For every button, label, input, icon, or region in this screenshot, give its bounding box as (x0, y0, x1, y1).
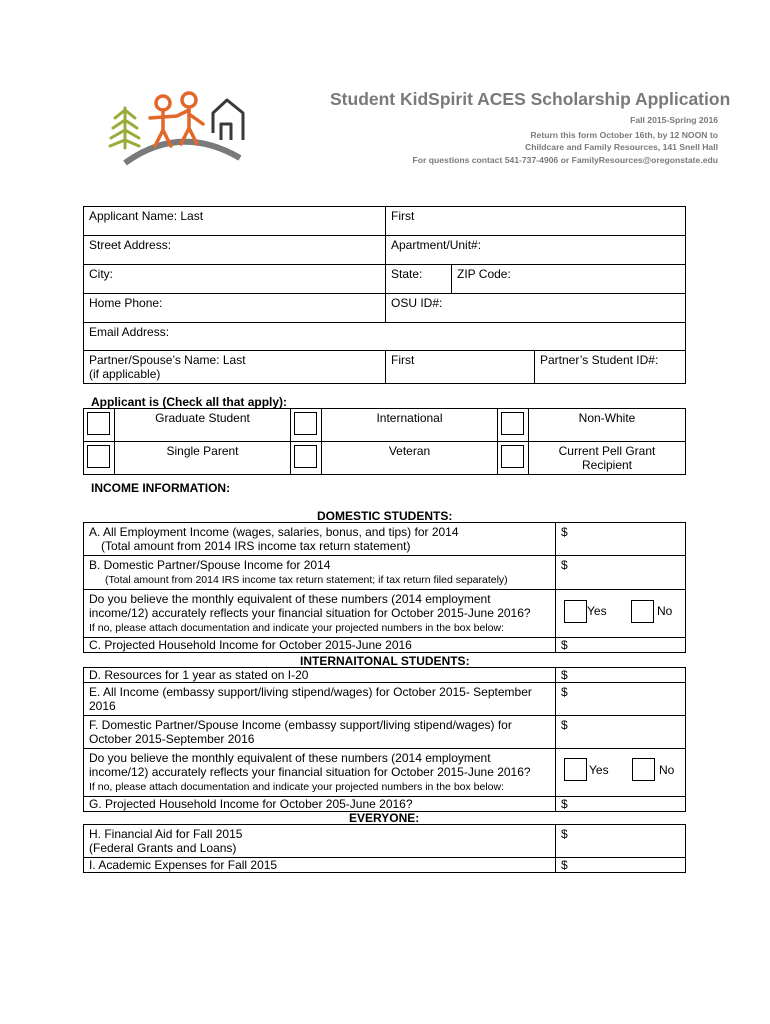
domestic-heading: DOMESTIC STUDENTS: (317, 509, 453, 523)
income-c-label: C. Projected Household Income for October 2015-June 2016 (84, 638, 556, 653)
international-no-checkbox[interactable] (632, 758, 655, 781)
applicant-info-table (83, 206, 686, 384)
international-label: International (322, 409, 498, 442)
graduate-checkbox[interactable] (87, 412, 110, 435)
international-yes-label: Yes (589, 763, 609, 777)
income-h-label: H. Financial Aid for Fall 2015 (Federal Grants and Loans) (84, 825, 556, 858)
international-no-label: No (659, 763, 675, 777)
kidspirit-logo (105, 88, 255, 168)
state-field[interactable]: State: (386, 265, 452, 294)
international-question: Do you believe the monthly equivalent of these numbers (2014 employment income/12) accurately reflects your financial situation for October 2015-June 2016? If no, please attach documentation and indicate your projected numbers in the box below: (84, 749, 556, 797)
home-phone-field[interactable]: Home Phone: (84, 294, 386, 323)
income-i-label: I. Academic Expenses for Fall 2015 (84, 858, 556, 873)
street-address-field[interactable]: Street Address: (84, 236, 386, 265)
status-heading: Applicant is (Check all that apply): (91, 395, 288, 409)
return-line-2: Childcare and Family Resources, 141 Snell Hall (525, 142, 718, 152)
single-parent-label: Single Parent (115, 442, 291, 475)
status-table (83, 408, 686, 475)
partner-name-field[interactable]: Partner/Spouse’s Name: Last (if applicable) (84, 351, 386, 384)
apartment-field[interactable]: Apartment/Unit#: (386, 236, 686, 265)
domestic-question: Do you believe the monthly equivalent of these numbers (2014 employment income/12) accurately reflects your financial situation for October 2015-June 2016? If no, please attach documentation and indicate your projected numbers in the box below: (84, 590, 556, 638)
domestic-no-checkbox[interactable] (631, 600, 654, 623)
domestic-no-label: No (657, 604, 673, 618)
international-checkbox[interactable] (294, 412, 317, 435)
everyone-table (83, 824, 686, 873)
veteran-checkbox[interactable] (294, 445, 317, 468)
pell-label: Current Pell Grant Recipient (529, 442, 686, 475)
everyone-heading: EVERYONE: (349, 811, 420, 825)
international-checkbox-cell[interactable] (291, 409, 322, 442)
income-d-label: D. Resources for 1 year as stated on I-20 (84, 668, 556, 683)
partner-id-field[interactable]: Partner’s Student ID#: (535, 351, 686, 384)
income-d-amount[interactable]: $ (556, 668, 686, 683)
income-a-label: A. All Employment Income (wages, salaries, bonus, and tips) for 2014 (Total amount from 2014 IRS income tax return statement) (84, 523, 556, 556)
income-i-amount[interactable]: $ (556, 858, 686, 873)
income-b-amount[interactable]: $ (556, 556, 686, 590)
domestic-yes-label: Yes (587, 604, 607, 618)
income-e-amount[interactable]: $ (556, 683, 686, 716)
term-line: Fall 2015-Spring 2016 (630, 115, 718, 125)
international-yes-checkbox[interactable] (564, 758, 587, 781)
domestic-yes-checkbox[interactable] (564, 600, 587, 623)
veteran-label: Veteran (322, 442, 498, 475)
international-heading: INTERNAITONAL STUDENTS: (300, 654, 470, 668)
pell-checkbox[interactable] (501, 445, 524, 468)
zip-field[interactable]: ZIP Code: (452, 265, 686, 294)
nonwhite-checkbox-cell[interactable] (498, 409, 529, 442)
income-g-label: G. Projected Household Income for October 205-June 2016? (84, 797, 556, 812)
single-parent-checkbox[interactable] (87, 445, 110, 468)
income-e-label: E. All Income (embassy support/living stipend/wages) for October 2015- September 2016 (84, 683, 556, 716)
first-name-field[interactable]: First (386, 207, 686, 236)
income-g-amount[interactable]: $ (556, 797, 686, 812)
graduate-label: Graduate Student (115, 409, 291, 442)
income-h-amount[interactable]: $ (556, 825, 686, 858)
contact-line: For questions contact 541-737-4906 or FamilyResources@oregonstate.edu (412, 155, 718, 165)
income-b-label: B. Domestic Partner/Spouse Income for 2014 (Total amount from 2014 IRS income tax return statement; if tax return filed separately) (84, 556, 556, 590)
income-f-amount[interactable]: $ (556, 716, 686, 749)
income-f-label: F. Domestic Partner/Spouse Income (embassy support/living stipend/wages) for October 2015-September 2016 (84, 716, 556, 749)
income-a-amount[interactable]: $ (556, 523, 686, 556)
partner-first-field[interactable]: First (386, 351, 535, 384)
domestic-yes-no (556, 590, 686, 638)
income-heading: INCOME INFORMATION: (91, 481, 231, 495)
income-c-amount[interactable]: $ (556, 638, 686, 653)
last-name-field[interactable]: Applicant Name: Last (84, 207, 386, 236)
nonwhite-label: Non-White (529, 409, 686, 442)
veteran-checkbox-cell[interactable] (291, 442, 322, 475)
return-line-1: Return this form October 16th, by 12 NOON to (530, 130, 718, 140)
graduate-checkbox-cell[interactable] (84, 409, 115, 442)
form-title: Student KidSpirit ACES Scholarship Application (330, 89, 731, 109)
city-field[interactable]: City: (84, 265, 386, 294)
email-field[interactable]: Email Address: (84, 323, 686, 351)
pell-checkbox-cell[interactable] (498, 442, 529, 475)
single-parent-checkbox-cell[interactable] (84, 442, 115, 475)
international-income-table (83, 667, 686, 812)
osu-id-field[interactable]: OSU ID#: (386, 294, 686, 323)
domestic-income-table (83, 522, 686, 653)
international-yes-no (556, 749, 686, 797)
nonwhite-checkbox[interactable] (501, 412, 524, 435)
